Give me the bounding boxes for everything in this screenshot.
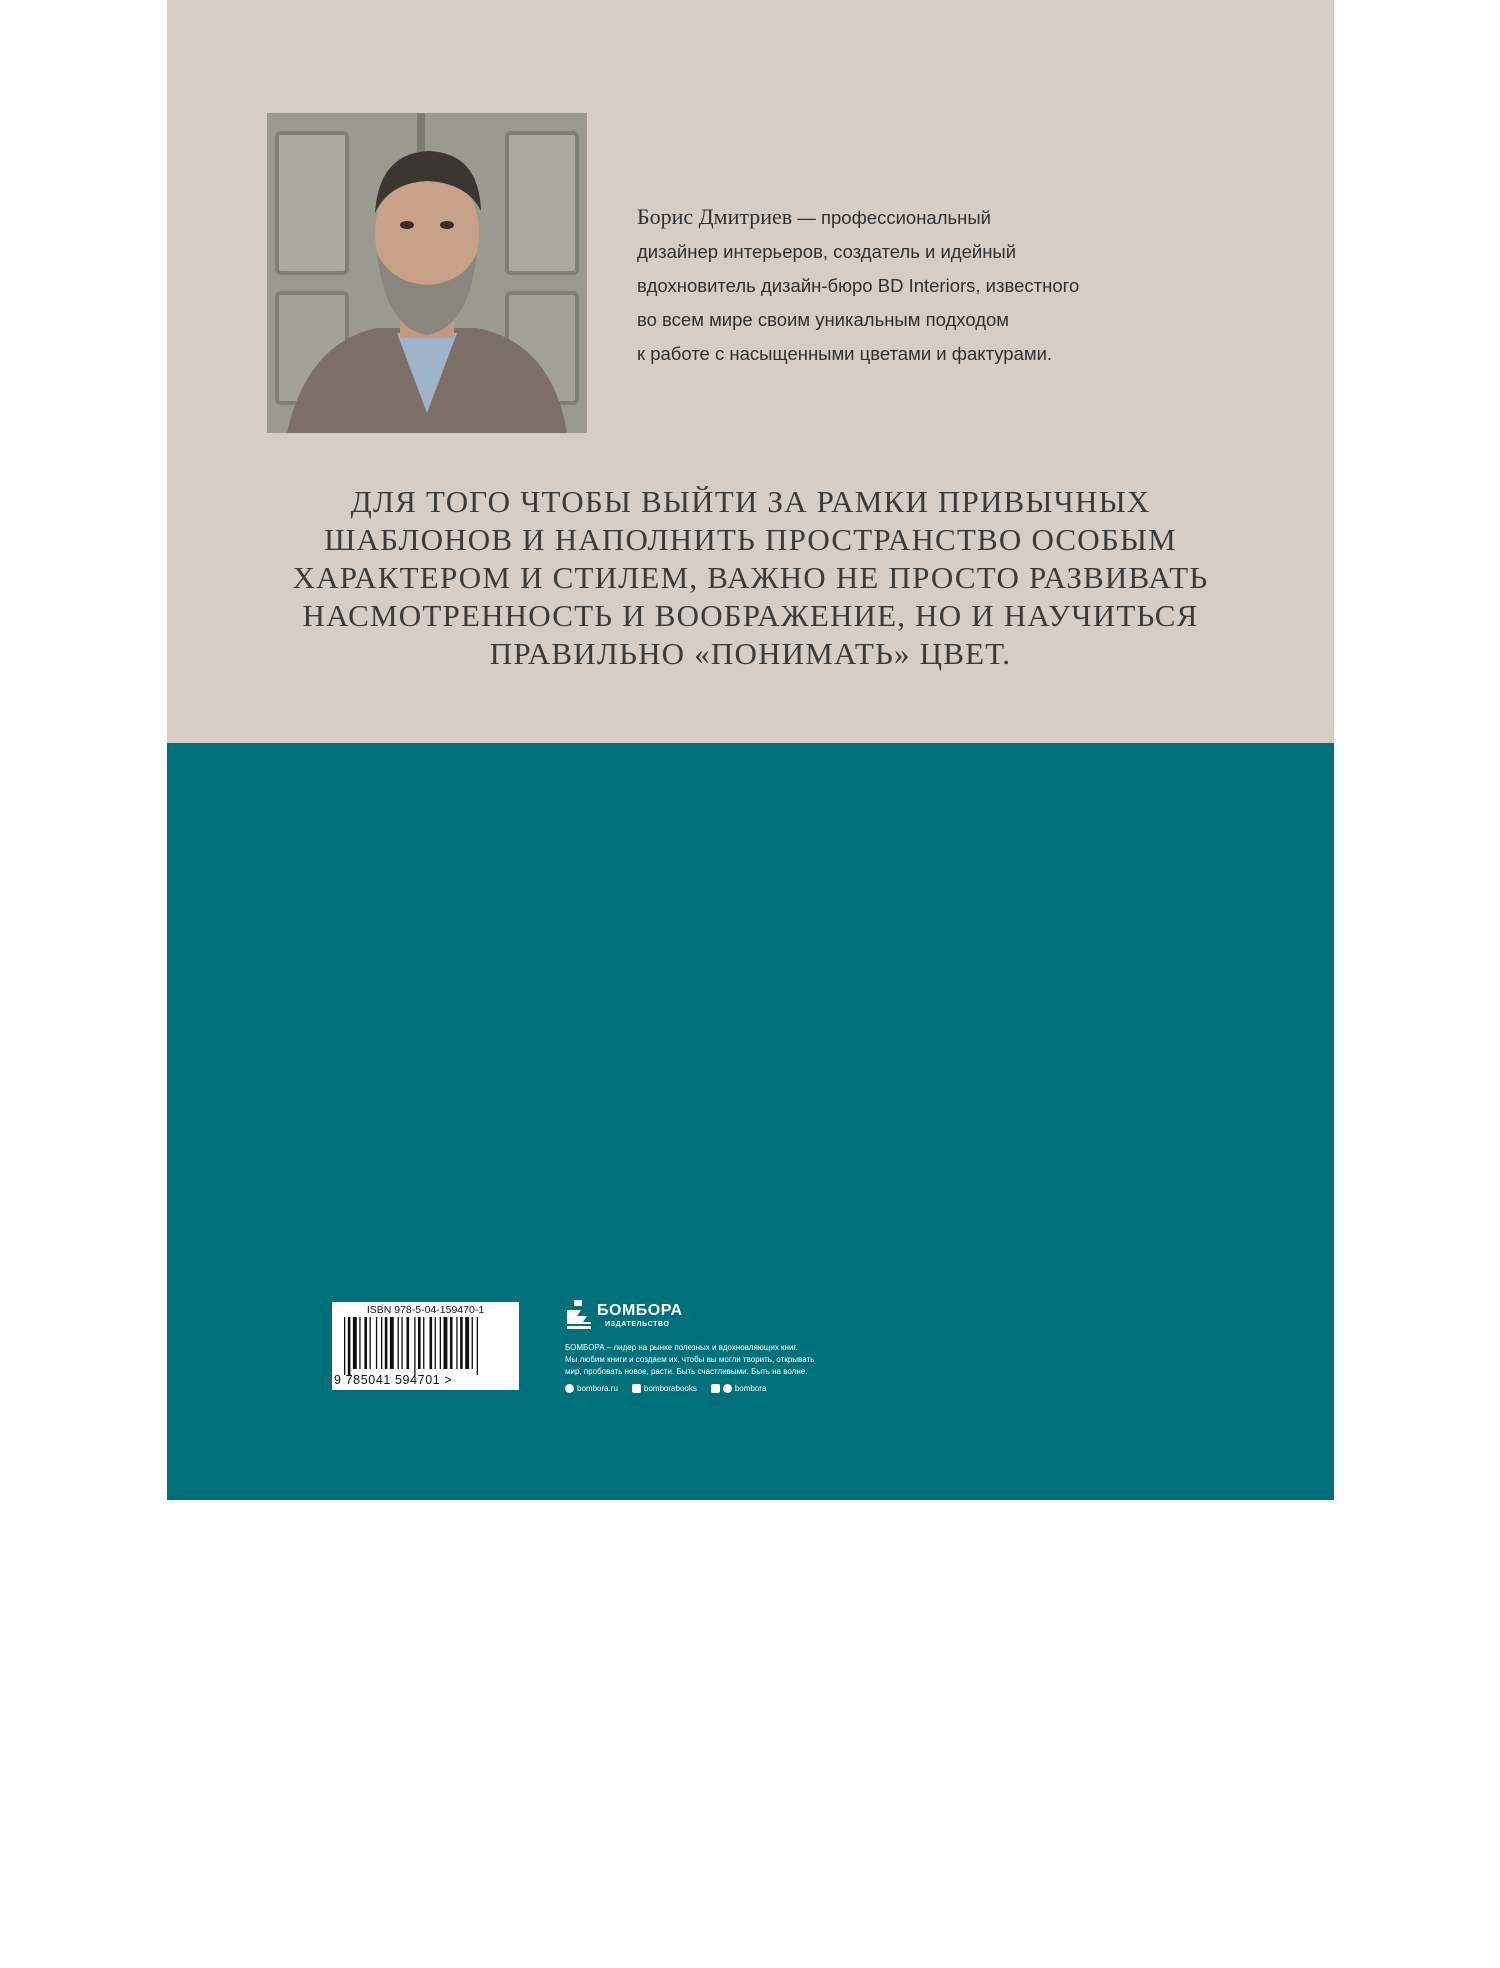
tagline-line: ДЛЯ ТОГО ЧТОБЫ ВЫЙТИ ЗА РАМКИ ПРИВЫЧНЫХ	[350, 484, 1151, 519]
isbn-number: ISBN 978-5-04-159470-1	[366, 1304, 485, 1316]
publisher-subtitle: ИЗДАТЕЛЬСТВО	[605, 1320, 670, 1328]
publisher-logo	[565, 1298, 885, 1332]
bio-line: — профессиональный	[792, 207, 991, 228]
social-label: bomborabooks	[643, 1384, 697, 1393]
publisher-description-line: мир, пробовать новое, расти. Быть счастливыми. Быть на волне.	[565, 1367, 808, 1376]
quote-line: Борис. Каждый его проект наполнен магией красок, которые на первый	[332, 1675, 1132, 1700]
social-link-instagram[interactable]	[565, 1384, 618, 1393]
quote-line: взгляд могут показаться несочетаемыми, но именно смелость и дерзость	[332, 1701, 1132, 1726]
author-portrait	[267, 113, 587, 433]
signature-role: президент модельного агентства Red Stars,	[332, 1912, 687, 1933]
author-photo	[267, 113, 587, 433]
isbn-barcode	[332, 1302, 519, 1390]
tagline-line: ПРАВИЛЬНО «ПОНИМАТЬ» ЦВЕТ.	[489, 636, 1012, 671]
barcode-digits: 9 785041 594701 >	[334, 1373, 453, 1387]
quote-line: развитием в профессии декоратора пространства. Сегодня редко можно	[332, 1623, 1132, 1648]
publisher-name: БОМБОРА	[597, 1301, 683, 1319]
barcode-bars	[342, 1317, 508, 1375]
bio-line: во всем мире своим уникальным подходом	[637, 309, 1010, 330]
quote-line: Я считаю Бориса одним из лучших мировых специалистов и рада, что бла-	[332, 1752, 1132, 1777]
publisher-block	[565, 1298, 885, 1393]
tagline-line: ШАБЛОНОВ И НАПОЛНИТЬ ПРОСТРАНСТВО ОСОБЫМ	[324, 522, 1177, 557]
testimonial-quote	[332, 1598, 1132, 1830]
quote-line: позволяют ему создавать восхитительные, уникальные интерьеры.	[332, 1726, 1132, 1751]
publisher-description-line: Мы любим книги и создаем их, чтобы вы могли творить, открывать	[565, 1355, 815, 1364]
social-label: bombora	[734, 1384, 767, 1393]
publisher-description	[565, 1342, 885, 1378]
quote-line: встретить художника, который так способен работать с цветом, как	[332, 1649, 1132, 1674]
signature-role: член правления благотворительного фонда «Зимний бал»	[332, 1942, 810, 1963]
bio-line: к работе с насыщенными цветами и фактурами.	[637, 343, 1053, 364]
book-back-cover	[167, 0, 1334, 1963]
bio-line: вдохновитель дизайн-бюро BD Interiors, известного	[637, 275, 1080, 296]
bombora-logo-icon	[565, 1298, 593, 1332]
top-panel	[167, 0, 1334, 743]
instagram-icon	[565, 1384, 574, 1393]
bio-line: дизайнер интерьеров, создатель и идейный	[637, 241, 1017, 262]
quote-line: годаря этой книге возможность прочувствовать атмосферу его работ по-	[332, 1778, 1132, 1803]
social-link-telegram[interactable]	[711, 1384, 767, 1393]
tagline-line: ХАРАКТЕРОМ И СТИЛЕМ, ВАЖНО НЕ ПРОСТО РАЗВИВАТЬ	[292, 560, 1209, 595]
vk-icon	[632, 1384, 641, 1393]
telegram-icon	[723, 1384, 732, 1393]
quote-line: «Я дружу с Борисом много лет и с большим интересом наблюдала за его	[332, 1598, 1132, 1622]
tagline-line: НАСМОТРЕННОСТЬ И ВООБРАЖЕНИЕ, НО И НАУЧИТЬСЯ	[302, 598, 1199, 633]
publisher-description-line: БОМБОРА – лидер на рынке полезных и вдохновляющих книг.	[565, 1343, 798, 1352]
cover-tagline	[227, 483, 1274, 673]
publisher-socials	[565, 1384, 885, 1393]
testimonial-signature	[332, 1868, 810, 1968]
author-bio	[637, 200, 1177, 371]
social-link-vk[interactable]	[632, 1384, 697, 1393]
social-label: bombora.ru	[577, 1384, 618, 1393]
quote-line: явится и у вас».	[332, 1804, 480, 1829]
signature-name: Татьяна Кольцова,	[332, 1870, 513, 1895]
author-name: Борис Дмитриев	[637, 204, 793, 229]
telegram-icon	[711, 1384, 720, 1393]
